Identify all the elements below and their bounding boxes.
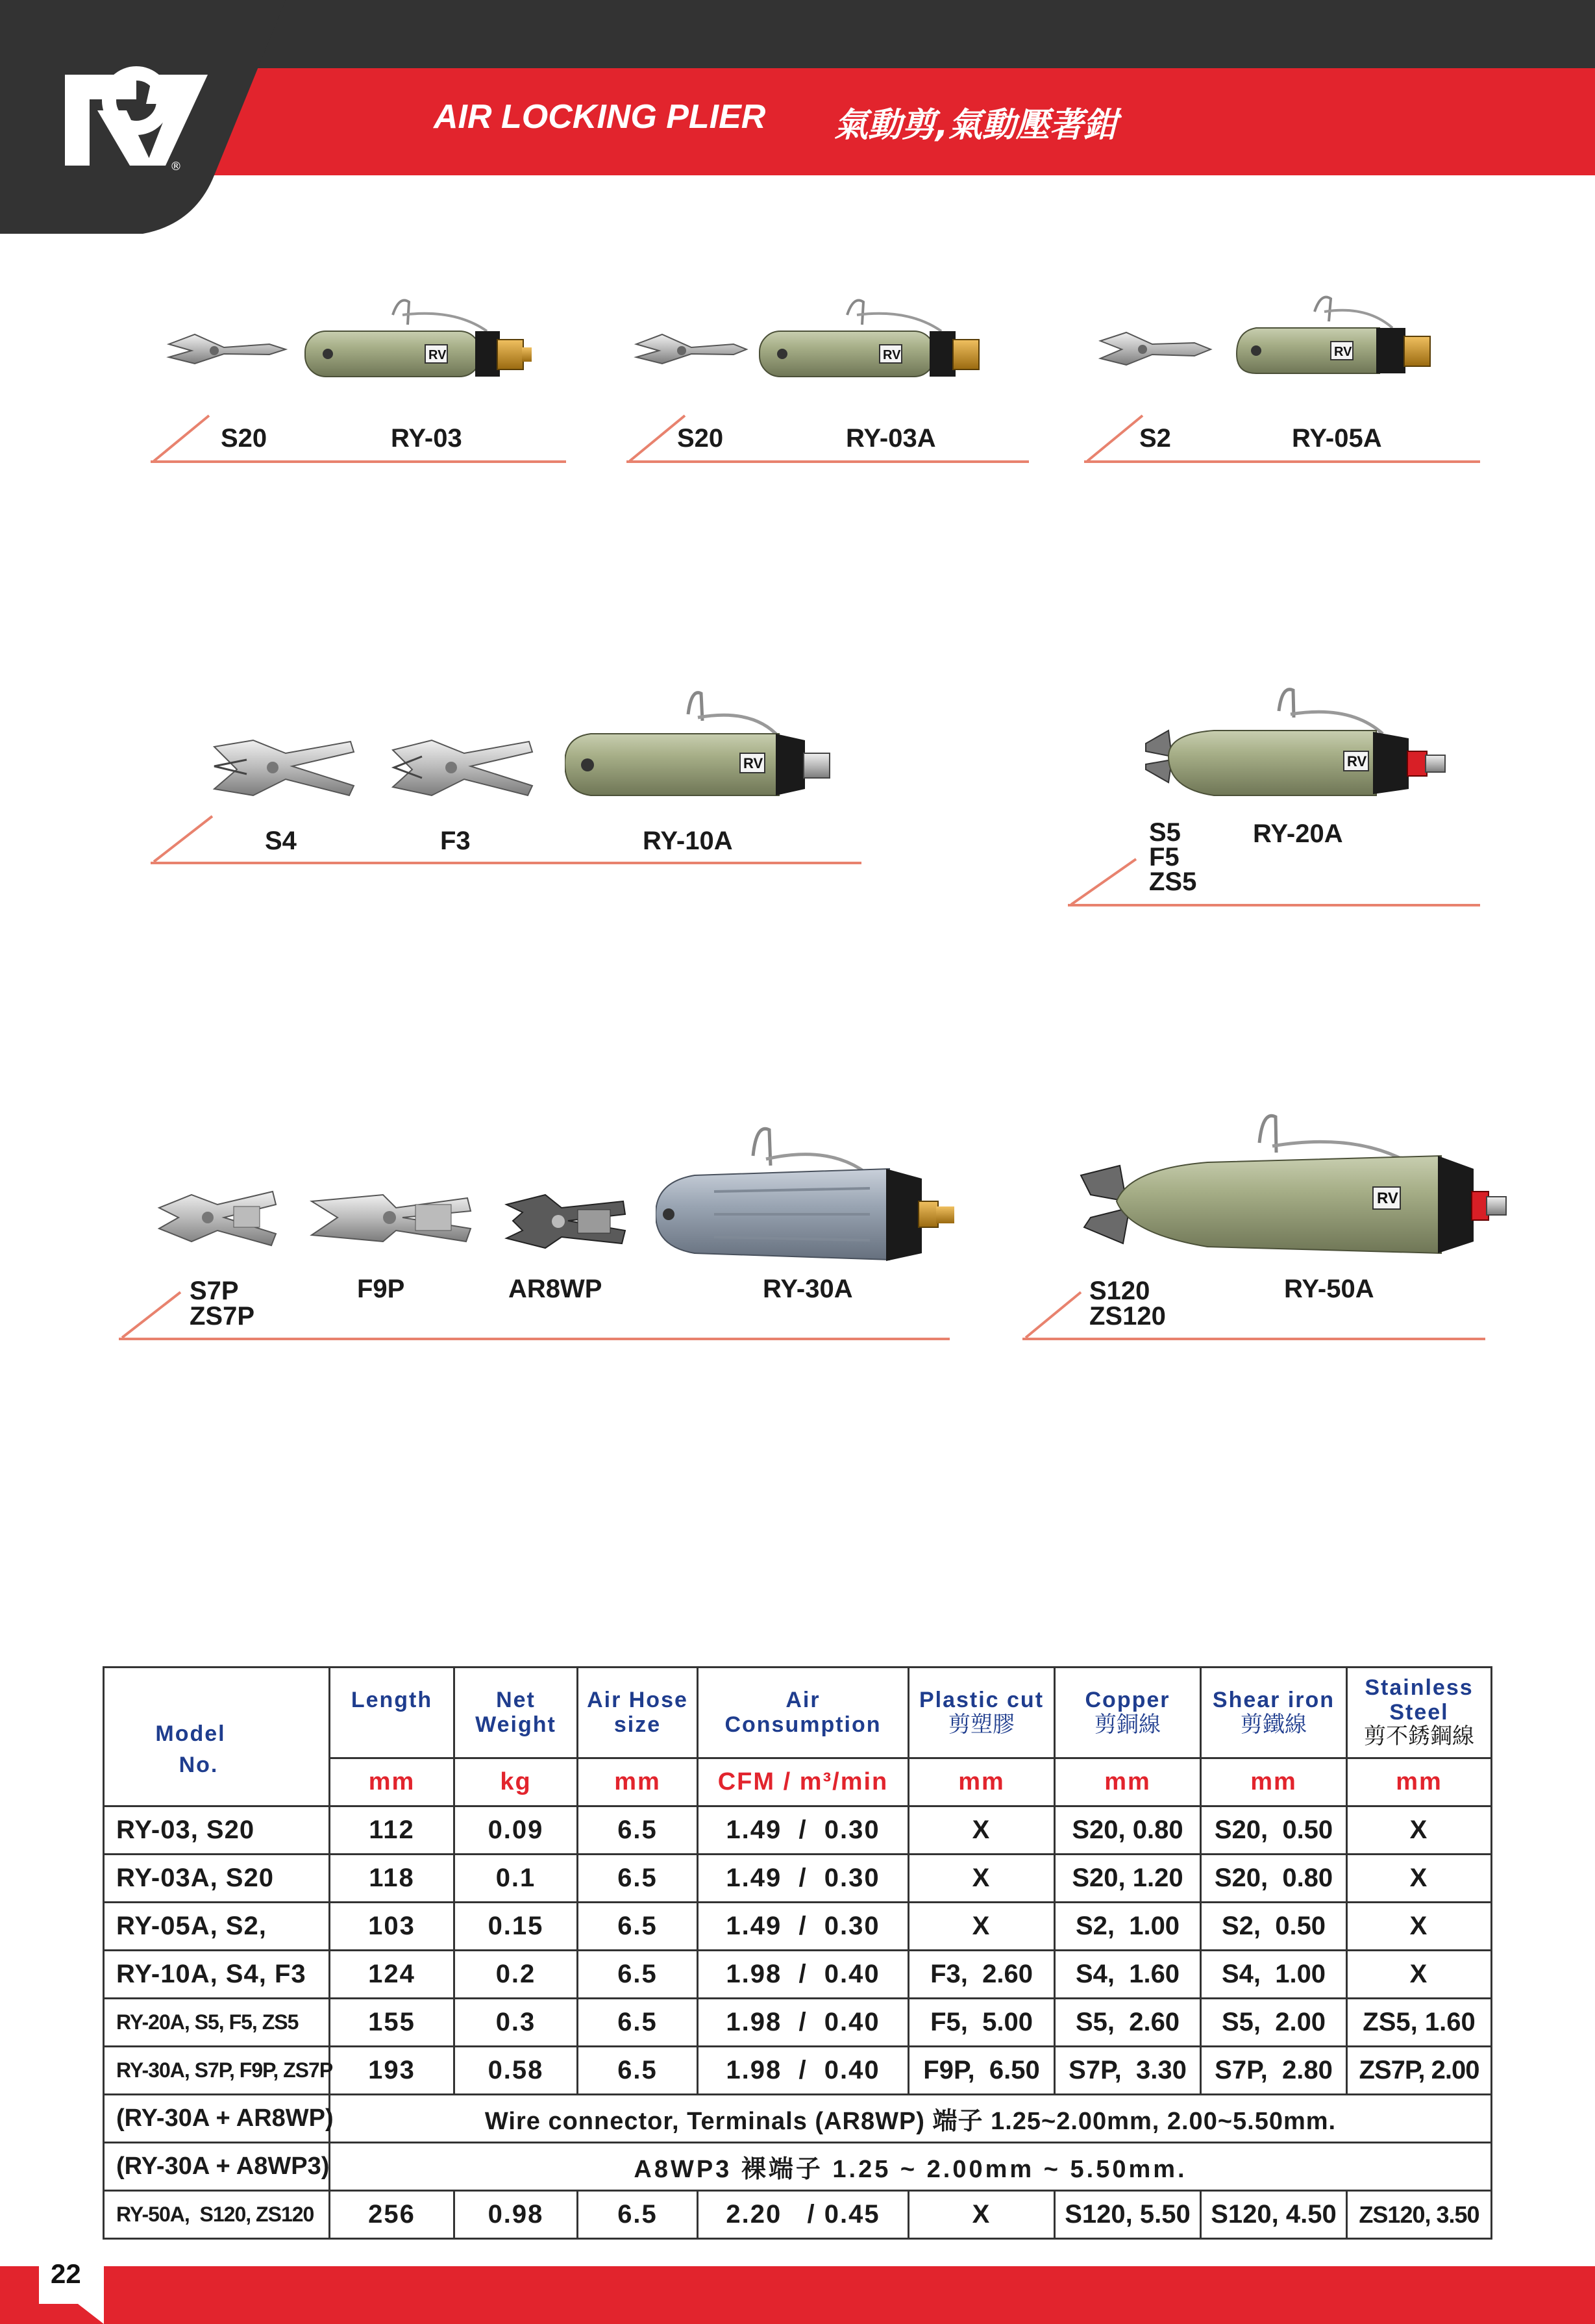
cell-hose: 6.5	[578, 1999, 698, 2047]
cell-copper: S20, 0.80	[1055, 1806, 1201, 1855]
unit-weight: kg	[454, 1758, 578, 1806]
unit-copper: mm	[1055, 1758, 1201, 1806]
cell-plastic: F3, 2.60	[909, 1951, 1055, 1999]
cell-copper: S5, 2.60	[1055, 1999, 1201, 2047]
model-label: RY-30A	[763, 1275, 853, 1303]
label-underline	[1068, 904, 1480, 906]
cell-shear: S7P, 2.80	[1201, 2047, 1347, 2095]
cell-model: (RY-30A + AR8WP)	[104, 2095, 330, 2143]
cell-plastic: X	[909, 2191, 1055, 2239]
blade-label: F9P	[357, 1275, 405, 1303]
plier-blade-f3-image	[386, 734, 536, 812]
plier-blade-s2-image	[1097, 292, 1487, 399]
model-label: RY-03	[391, 424, 462, 453]
cell-length: 256	[330, 2191, 454, 2239]
plier-blade-s4-image	[208, 734, 357, 812]
cell-shear: S4, 1.00	[1201, 1951, 1347, 1999]
cell-length: 155	[330, 1999, 454, 2047]
label-slash	[1022, 1289, 1084, 1341]
cell-model: RY-50A, S120, ZS120	[104, 2191, 330, 2239]
cell-length: 124	[330, 1951, 454, 1999]
cell-model: RY-30A, S7P, F9P, ZS7P	[104, 2047, 330, 2095]
cell-copper: S7P, 3.30	[1055, 2047, 1201, 2095]
unit-hose: mm	[578, 1758, 698, 1806]
cell-air: 1.98 / 0.40	[698, 1999, 909, 2047]
cell-stainless: X	[1347, 1855, 1492, 1903]
cell-length: 112	[330, 1806, 454, 1855]
cell-copper: S4, 1.60	[1055, 1951, 1201, 1999]
cell-air: 1.49 / 0.30	[698, 1855, 909, 1903]
cell-copper: S2, 1.00	[1055, 1903, 1201, 1951]
cell-shear: S120, 4.50	[1201, 2191, 1347, 2239]
cell-weight: 0.2	[454, 1951, 578, 1999]
cell-hose: 6.5	[578, 2191, 698, 2239]
label-underline	[119, 1338, 950, 1340]
cell-hose: 6.5	[578, 2047, 698, 2095]
label-underline	[1084, 460, 1480, 463]
cell-model: RY-05A, S2,	[104, 1903, 330, 1951]
cell-air: 1.98 / 0.40	[698, 1951, 909, 1999]
air-plier-ry-50a-image	[1078, 1104, 1513, 1273]
cell-air: 1.49 / 0.30	[698, 1806, 909, 1855]
page-title: AIR LOCKING PLIER	[434, 98, 766, 136]
cell-hose: 6.5	[578, 1951, 698, 1999]
cell-stainless: X	[1347, 1903, 1492, 1951]
cell-weight: 0.98	[454, 2191, 578, 2239]
blade-label: AR8WP	[508, 1275, 602, 1303]
model-label: RY-20A	[1253, 819, 1343, 848]
table-row	[104, 2047, 1492, 2095]
model-label: RY-03A	[846, 424, 936, 453]
plier-blade-s7p-image	[153, 1182, 279, 1253]
label-slash	[1068, 856, 1139, 908]
label-slash	[119, 1289, 184, 1341]
cell-shear: S20, 0.80	[1201, 1855, 1347, 1903]
crimp-blade-ar8wp-image	[500, 1185, 630, 1256]
table-header-row	[104, 1668, 1492, 1758]
svg-text:RV: RV	[743, 755, 763, 771]
cell-plastic: X	[909, 1806, 1055, 1855]
cell-note: Wire connector, Terminals (AR8WP) 端子 1.25~2.00mm, 2.00~5.50mm.	[330, 2095, 1492, 2143]
cell-shear: S2, 0.50	[1201, 1903, 1347, 1951]
blade-label: S2	[1139, 424, 1171, 453]
unit-length: mm	[330, 1758, 454, 1806]
cell-stainless: ZS7P, 2.00	[1347, 2047, 1492, 2095]
cell-weight: 0.58	[454, 2047, 578, 2095]
model-label: RY-50A	[1284, 1275, 1374, 1303]
cell-length: 103	[330, 1903, 454, 1951]
cell-copper: S20, 1.20	[1055, 1855, 1201, 1903]
cell-plastic: F9P, 6.50	[909, 2047, 1055, 2095]
plier-blade-s20-image	[166, 295, 581, 403]
header-shear: Shear iron 剪鐵線	[1201, 1668, 1347, 1758]
header-hose: Air Hose size	[578, 1668, 698, 1758]
brand-logo	[0, 0, 286, 237]
cell-copper: S120, 5.50	[1055, 2191, 1201, 2239]
model-label: RY-05A	[1292, 424, 1382, 453]
cell-model: RY-10A, S4, F3	[104, 1951, 330, 1999]
cell-hose: 6.5	[578, 1855, 698, 1903]
table-row	[104, 1999, 1492, 2047]
cell-weight: 0.09	[454, 1806, 578, 1855]
header-air: Air Consumption	[698, 1668, 909, 1758]
blade-label: ZS120	[1089, 1302, 1166, 1331]
cell-model: RY-20A, S5, F5, ZS5	[104, 1999, 330, 2047]
blade-label: S4	[265, 827, 297, 855]
cell-plastic: X	[909, 1855, 1055, 1903]
blade-label: F5	[1149, 843, 1180, 871]
cell-weight: 0.1	[454, 1855, 578, 1903]
spec-table	[103, 1666, 1492, 2240]
cell-shear: S20, 0.50	[1201, 1806, 1347, 1855]
cell-length: 118	[330, 1855, 454, 1903]
table-row-special	[104, 2143, 1492, 2191]
cell-model: RY-03, S20	[104, 1806, 330, 1855]
svg-text:RV: RV	[428, 348, 447, 362]
table-row	[104, 1855, 1492, 1903]
cell-stainless: X	[1347, 1951, 1492, 1999]
label-slash	[151, 412, 212, 464]
cell-model: (RY-30A + A8WP3)	[104, 2143, 330, 2191]
svg-text:RV: RV	[1347, 753, 1367, 769]
cell-note: A8WP3 裸端子 1.25 ~ 2.00mm ~ 5.50mm.	[330, 2143, 1492, 2191]
cell-hose: 6.5	[578, 1903, 698, 1951]
label-slash	[626, 412, 688, 464]
blade-label: S20	[677, 424, 724, 453]
blade-label: S5	[1149, 818, 1181, 847]
unit-shear: mm	[1201, 1758, 1347, 1806]
header-copper: Copper 剪銅線	[1055, 1668, 1201, 1758]
blade-label: S7P	[190, 1277, 239, 1305]
header-model: Model No.	[104, 1668, 330, 1806]
plier-blade-f9p-image	[305, 1182, 474, 1253]
svg-text:RV: RV	[1334, 345, 1352, 359]
cell-air: 1.49 / 0.30	[698, 1903, 909, 1951]
page-title-chinese: 氣動剪,氣動壓著鉗	[834, 106, 1117, 145]
page-number: 22	[51, 2258, 81, 2289]
unit-stainless: mm	[1347, 1758, 1492, 1806]
unit-air: CFM / m³/min	[698, 1758, 909, 1806]
blade-label: F3	[440, 827, 471, 855]
cell-air: 2.20 / 0.45	[698, 2191, 909, 2239]
label-underline	[151, 862, 861, 864]
cell-plastic: X	[909, 1903, 1055, 1951]
label-slash	[151, 813, 216, 865]
table-row-special	[104, 2095, 1492, 2143]
unit-plastic: mm	[909, 1758, 1055, 1806]
footer-red-band	[0, 2266, 1595, 2324]
cell-hose: 6.5	[578, 1806, 698, 1855]
header-length: Length	[330, 1668, 454, 1758]
plier-blade-s20-image	[633, 295, 1035, 403]
label-underline	[626, 460, 1029, 463]
cell-plastic: F5, 5.00	[909, 1999, 1055, 2047]
blade-label: ZS5	[1149, 868, 1197, 896]
label-underline	[151, 460, 566, 463]
svg-text:RV: RV	[883, 348, 901, 362]
header-stainless: Stainless Steel 剪不銹鋼線	[1347, 1668, 1492, 1758]
label-underline	[1022, 1338, 1485, 1340]
table-row	[104, 1806, 1492, 1855]
cell-stainless: X	[1347, 1806, 1492, 1855]
label-slash	[1084, 412, 1146, 464]
table-row	[104, 2191, 1492, 2239]
table-row	[104, 1951, 1492, 1999]
header-plastic: Plastic cut 剪塑膠	[909, 1668, 1055, 1758]
cell-air: 1.98 / 0.40	[698, 2047, 909, 2095]
air-plier-ry-30a-image	[656, 1117, 993, 1273]
svg-text:®: ®	[170, 160, 182, 173]
blade-label: S20	[221, 424, 267, 453]
blade-label: ZS7P	[190, 1302, 255, 1331]
cell-stainless: ZS5, 1.60	[1347, 1999, 1492, 2047]
blade-label: S120	[1089, 1277, 1150, 1305]
cell-stainless: ZS120, 3.50	[1347, 2191, 1492, 2239]
header-weight: Net Weight	[454, 1668, 578, 1758]
cell-weight: 0.15	[454, 1903, 578, 1951]
svg-text:RV: RV	[1377, 1190, 1398, 1207]
cell-model: RY-03A, S20	[104, 1855, 330, 1903]
cell-weight: 0.3	[454, 1999, 578, 2047]
cell-shear: S5, 2.00	[1201, 1999, 1347, 2047]
model-label: RY-10A	[643, 827, 733, 855]
cell-length: 193	[330, 2047, 454, 2095]
table-row	[104, 1903, 1492, 1951]
air-plier-ry-20a-image	[1143, 685, 1474, 808]
air-plier-ry-10a-image	[565, 688, 837, 812]
